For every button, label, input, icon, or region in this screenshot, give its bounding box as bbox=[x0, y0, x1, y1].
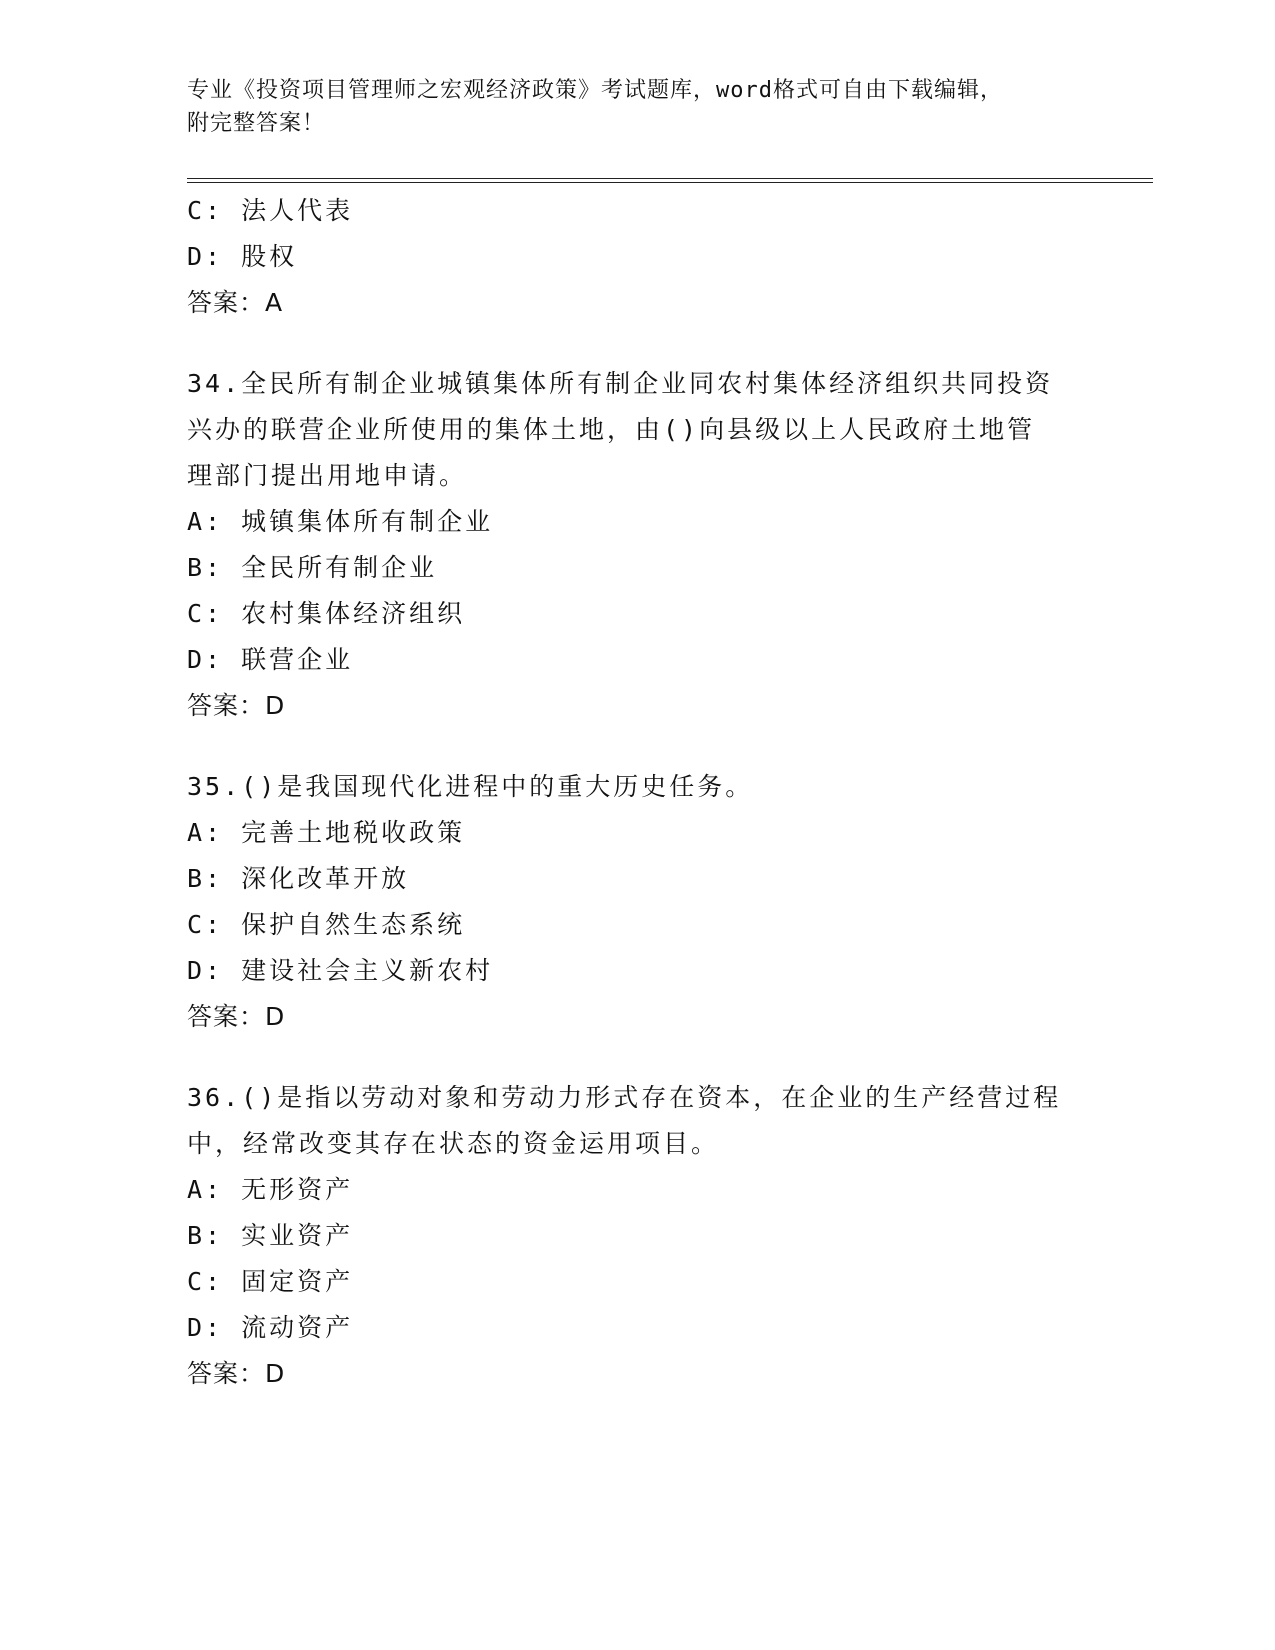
option-c: C: 法人代表 bbox=[187, 196, 354, 225]
question-text-line: 34.全民所有制企业城镇集体所有制企业同农村集体经济组织共同投资 bbox=[187, 369, 1054, 398]
answer-line bbox=[187, 994, 1087, 1040]
question-36 bbox=[187, 1075, 1087, 1397]
header-line: 专业《投资项目管理师之宏观经济政策》考试题库，word格式可自由下载编辑， bbox=[187, 78, 1003, 103]
option-a: A: 无形资产 bbox=[187, 1175, 354, 1204]
question-text-line: 理部门提出用地申请。 bbox=[187, 461, 468, 490]
answer-label: 答案： bbox=[187, 1359, 266, 1388]
answer-value: A bbox=[265, 288, 284, 317]
header-divider bbox=[187, 182, 1153, 183]
answer-line bbox=[187, 1351, 1087, 1397]
header-divider bbox=[187, 178, 1153, 179]
question-text-line: 兴办的联营企业所使用的集体土地，由()向县级以上人民政府土地管 bbox=[187, 415, 1036, 444]
document-header bbox=[187, 74, 1067, 140]
option-a: A: 完善土地税收政策 bbox=[187, 818, 466, 847]
question-text-line: 36.()是指以劳动对象和劳动力形式存在资本，在企业的生产经营过程 bbox=[187, 1083, 1062, 1112]
answer-value: D bbox=[265, 1359, 286, 1388]
option-d: D: 流动资产 bbox=[187, 1313, 354, 1342]
option-c: C: 保护自然生态系统 bbox=[187, 910, 466, 939]
option-b: B: 实业资产 bbox=[187, 1221, 354, 1250]
answer-line bbox=[187, 280, 1087, 326]
answer-label: 答案： bbox=[187, 691, 266, 720]
answer-line bbox=[187, 683, 1087, 729]
question-35 bbox=[187, 764, 1087, 1040]
question-text-line: 中，经常改变其存在状态的资金运用项目。 bbox=[187, 1129, 720, 1158]
option-a: A: 城镇集体所有制企业 bbox=[187, 507, 494, 536]
header-line: 附完整答案！ bbox=[187, 111, 326, 136]
question-text-line: 35.()是我国现代化进程中的重大历史任务。 bbox=[187, 772, 754, 801]
option-b: B: 深化改革开放 bbox=[187, 864, 410, 893]
option-b: B: 全民所有制企业 bbox=[187, 553, 438, 582]
option-d: D: 建设社会主义新农村 bbox=[187, 956, 494, 985]
option-d: D: 联营企业 bbox=[187, 645, 354, 674]
question-34 bbox=[187, 361, 1087, 729]
option-d: D: 股权 bbox=[187, 242, 298, 271]
questions-content bbox=[187, 188, 1087, 1397]
option-c: C: 农村集体经济组织 bbox=[187, 599, 466, 628]
answer-value: D bbox=[265, 1002, 286, 1031]
question-fragment bbox=[187, 188, 1087, 326]
answer-label: 答案： bbox=[187, 288, 266, 317]
answer-value: D bbox=[265, 691, 286, 720]
answer-label: 答案： bbox=[187, 1002, 266, 1031]
option-c: C: 固定资产 bbox=[187, 1267, 354, 1296]
